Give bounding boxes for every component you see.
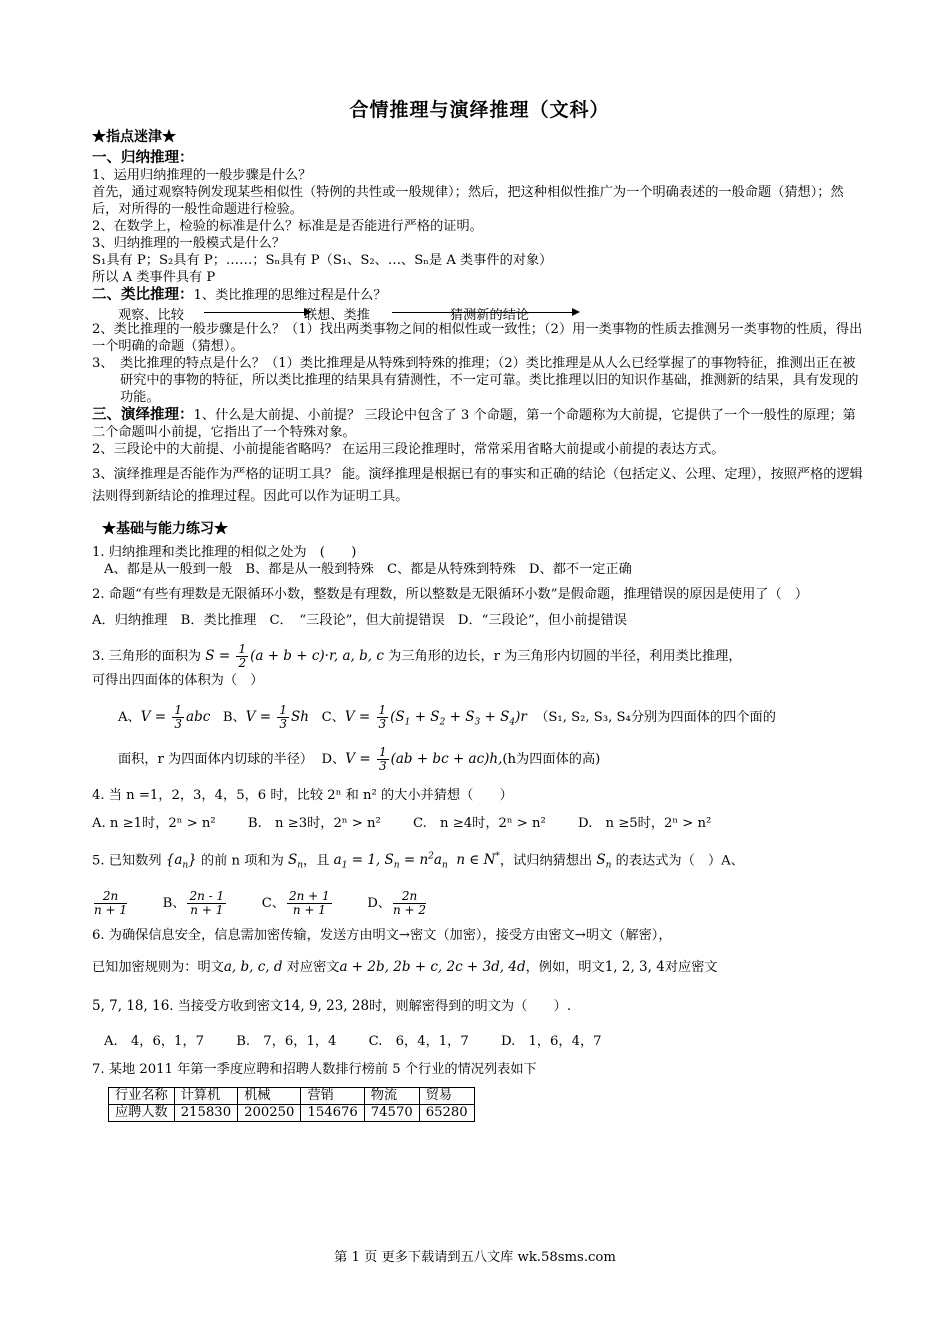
sequence-an: $\{a_n\}$ [165,852,197,871]
option-c-formula: V = $\frac{1}{3}$ $(S_1 + S_2 + S_3 + S_4)r$ [344,703,527,731]
practice-q6-line3 [92,992,867,1021]
flow-step-2: 联想、类推 [304,308,370,323]
practice-q6-line2 [92,953,867,982]
practice-q2-options: A．归纳推理 B．类比推理 C． “三段论”，但大前提错误 D．“三段论”，但小前提错误 [92,613,627,628]
analogy-q3-number: 3、 [92,356,114,371]
table-row [109,1104,475,1121]
option-b-label: B、 [222,710,246,725]
deduction-q3: 3、演绎推理是否能作为严格的证明工具？ 能。演绎推理是根据已有的事实和正确的结论（包括定义、公理、定理），按照严格的逻辑法则得到新结论的推理过程。因此可以作为证明工具。 [92,467,863,504]
table-header-row [109,1087,475,1104]
section-analogy-heading: 二、类比推理： [92,286,194,303]
cipher-example: 5, 7, 18, 16 [92,997,170,1014]
deduction-q2: 2、三段论中的大前提、小前提能省略吗？ 在运用三段论推理时，常常采用省略大前提或小前提的表达方式。 [92,442,725,457]
q4-option-b: B. n ≥3时，2ⁿ > n² [247,815,381,831]
section-practice-heading: ★基础与能力练习★ [102,521,228,537]
q5-tail: 的表达式为（ ）A、 [615,853,744,869]
practice-q3-line1 [92,643,867,670]
practice-q6-line1: 6. 为确保信息安全，信息需加密传输，发送方由明文→密文（加密），接受方由密文→明文（解密）， [92,927,672,943]
practice-q3-prefix: 3. 三角形的面积为 [92,649,202,664]
q5-condition: $a_1 = 1$, $S_n = n^2a_n$ n ∈ N* [333,851,500,871]
option-a-label: A、 [118,710,141,725]
q4-option-d: D. n ≥5时，2ⁿ > n² [578,815,712,831]
q4-option-a: A. n ≥1时，2ⁿ > n² [92,815,216,831]
practice-q3-middle: 为三角形的边长，r 为三角形内切圆的半径，利用类比推理， [388,649,742,664]
section-induction-heading: 一、归纳推理： [92,149,194,166]
analogy-q3 [92,355,867,406]
induction-a1: 首先，通过观察特例发现某些相似性（特例的共性或一般规律）；然后，把这种相似性推广为一个明确表述的一般命题（猜想）；然后，对所得的一般性命题进行检验。 [92,185,844,217]
q5-option-d: $\frac{2n}{n + 2}$ [393,888,427,917]
q5-mid: 的前 n 项和为 [200,853,284,869]
plaintext-example: 1, 2, 3, 4 [604,958,665,975]
induction-q3: 3、归纳推理的一般模式是什么？ [92,236,286,251]
q5-mid2: ，且 [303,853,330,869]
q6-text-d: 对应密文 [664,959,718,975]
q5-option-b: $\frac{2n - 1}{n + 1}$ [189,888,225,917]
practice-q3-continuation: 面积，r 为四面体内切球的半径） [118,751,314,767]
analogy-heading-line [92,286,867,304]
option-c-label: C、 [321,710,345,725]
option-a-formula: V = $\frac{1}{3}$ abc [140,703,211,731]
q6-option-b: B. 7，6，1，4 [236,1033,337,1049]
practice-q3-options-line1 [92,702,867,738]
q5-option-d-label: D、 [367,895,391,911]
q5-option-a: $\frac{2n}{n + 1}$ [94,888,128,917]
induction-q1: 1、运用归纳推理的一般步骤是什么？ [92,168,312,183]
practice-q5 [92,845,867,878]
industry-table [108,1087,475,1122]
table-cell: 215830 [174,1104,237,1121]
document-page [92,95,867,1122]
practice-q3-options-line2 [92,744,867,775]
q5-option-c: $\frac{2n + 1}{n + 1}$ [289,888,330,917]
analogy-q3-text: 类比推理的特点是什么？（1）类比推理是从特殊到特殊的推理；（2）类比推理是从人么已经掌握了的事物特征，推测出正在被研究中的事物的特征，所以类比推理的结果具有猜测性，不一定可靠。类比推理以旧的知识作基础，推测新的结果，具有发现的功能。 [120,356,859,405]
flow-step-1: 观察、比较 [118,308,184,323]
table-cell: 行业名称 [109,1087,175,1104]
induction-pattern: S₁具有 P；S₂具有 P；……；Sₙ具有 P（S₁、S₂、…、Sₙ是 A 类事件的对象） [92,253,553,268]
table-cell: 154676 [301,1104,364,1121]
cipher-rule: a + 2b, 2b + c, 2c + 3d, 4d [339,958,526,975]
option-b-formula: V = $\frac{1}{3}$ Sh [245,703,309,731]
table-cell: 应聘人数 [109,1104,175,1121]
cipher-received: 14, 9, 23, 28 [283,997,370,1014]
flow-arrow-1 [204,312,304,313]
q6-option-a: A. 4，6，1，7 [104,1033,205,1049]
option-d-formula: V = $\frac{1}{3}$ (ab + bc + ac)h, [345,744,503,773]
table-cell: 贸易 [419,1087,474,1104]
table-cell: 74570 [364,1104,419,1121]
deduction-q1: 1、什么是大前提、小前提？ 三段论中包含了 3 个命题，第一个命题称为大前提，它提供了一个一般性的原理；第二个命题叫小前提，它指出了一个特殊对象。 [92,408,856,440]
plaintext-vars: a, b, c, d [223,958,283,975]
section-deduction-heading: 三、演绎推理： [92,406,194,423]
table-cell: 营销 [301,1087,364,1104]
induction-q2: 2、在数学上，检验的标准是什么？标准是是否能进行严格的证明。 [92,219,483,234]
practice-q5-options [92,888,867,919]
page-footer: 第 1 页 更多下载请到五八文库 wk.58sms.com [334,1250,616,1265]
q6-text-c: ，例如，明文 [525,959,605,975]
q5-option-b-label: B、 [162,895,186,911]
analogy-flow [92,304,867,321]
q5-prefix: 5. 已知数列 [92,853,162,869]
practice-q2: 2. 命题“有些有理数是无限循环小数，整数是有理数，所以整数是无限循环小数”是假命题，推理错误的原因是使用了（ ） [92,587,809,602]
q5-mid3: ，试归纳猜想出 [499,853,593,869]
section-guide-heading: ★指点迷津★ [92,129,176,145]
flow-arrowhead-2 [572,308,580,316]
q6-text-b: 对应密文 [286,959,340,975]
practice-q1: 1. 归纳推理和类比推理的相似之处为 ( ) [92,545,357,560]
q6-text-a: 已知加密规则为：明文 [92,959,224,975]
option-c-note: （S₁, S₂, S₃, S₄分别为四面体的四个面的 [535,710,776,725]
practice-q4: 4. 当 n =1，2，3，4，5，6 时，比较 2ⁿ 和 n² 的大小并猜想（ ） [92,787,513,803]
practice-q6-options [92,1031,867,1053]
option-d-note: (h为四面体的高) [502,751,601,767]
table-cell: 物流 [364,1087,419,1104]
q6-option-c: C. 6，4，1，7 [368,1033,469,1049]
q4-option-c: C. n ≥4时，2ⁿ > n² [413,815,546,831]
q5-option-c-label: C、 [261,895,285,911]
q6-text-e: . 当接受方收到密文 [169,998,284,1014]
sum-sn: $S_n$ [288,852,304,871]
practice-q4-options [92,813,867,835]
sum-sn-2: $S_n$ [596,852,612,871]
option-d-label: D、 [321,751,346,767]
deduction-q1-line [92,406,867,441]
page-title: 合情推理与演绎推理（文科） [349,99,610,121]
q6-option-d: D. 1，6，4，7 [500,1033,602,1049]
table-cell: 计算机 [174,1087,237,1104]
practice-q7: 7. 某地 2011 年第一季度应聘和招聘人数排行榜前 5 个行业的情况列表如下 [92,1061,537,1077]
analogy-q1: 1、类比推理的思维过程是什么？ [193,288,387,303]
practice-q1-options: A、都是从一般到一般 B、都是从一般到特殊 C、都是从特殊到特殊 D、都不一定正确 [104,562,632,577]
table-cell: 200250 [238,1104,301,1121]
q6-text-f: 时，则解密得到的明文为（ ）. [369,998,572,1014]
induction-conclusion: 所以 A 类事件具有 P [92,270,216,285]
analogy-q2: 2、类比推理的一般步骤是什么？（1）找出两类事物之间的相似性或一致性；（2）用一类事物的性质去推测另一类事物的性质，得出一个明确的命题（猜想）。 [92,322,863,354]
flow-step-3: 猜测新的结论 [450,308,530,323]
triangle-area-formula: S = $\frac{1}{2}$ (a + b + c)·r, a, b, c [205,642,384,670]
table-cell: 65280 [419,1104,474,1121]
table-cell: 机械 [238,1087,301,1104]
practice-q3-line2: 可得出四面体的体积为（ ） [92,673,264,688]
